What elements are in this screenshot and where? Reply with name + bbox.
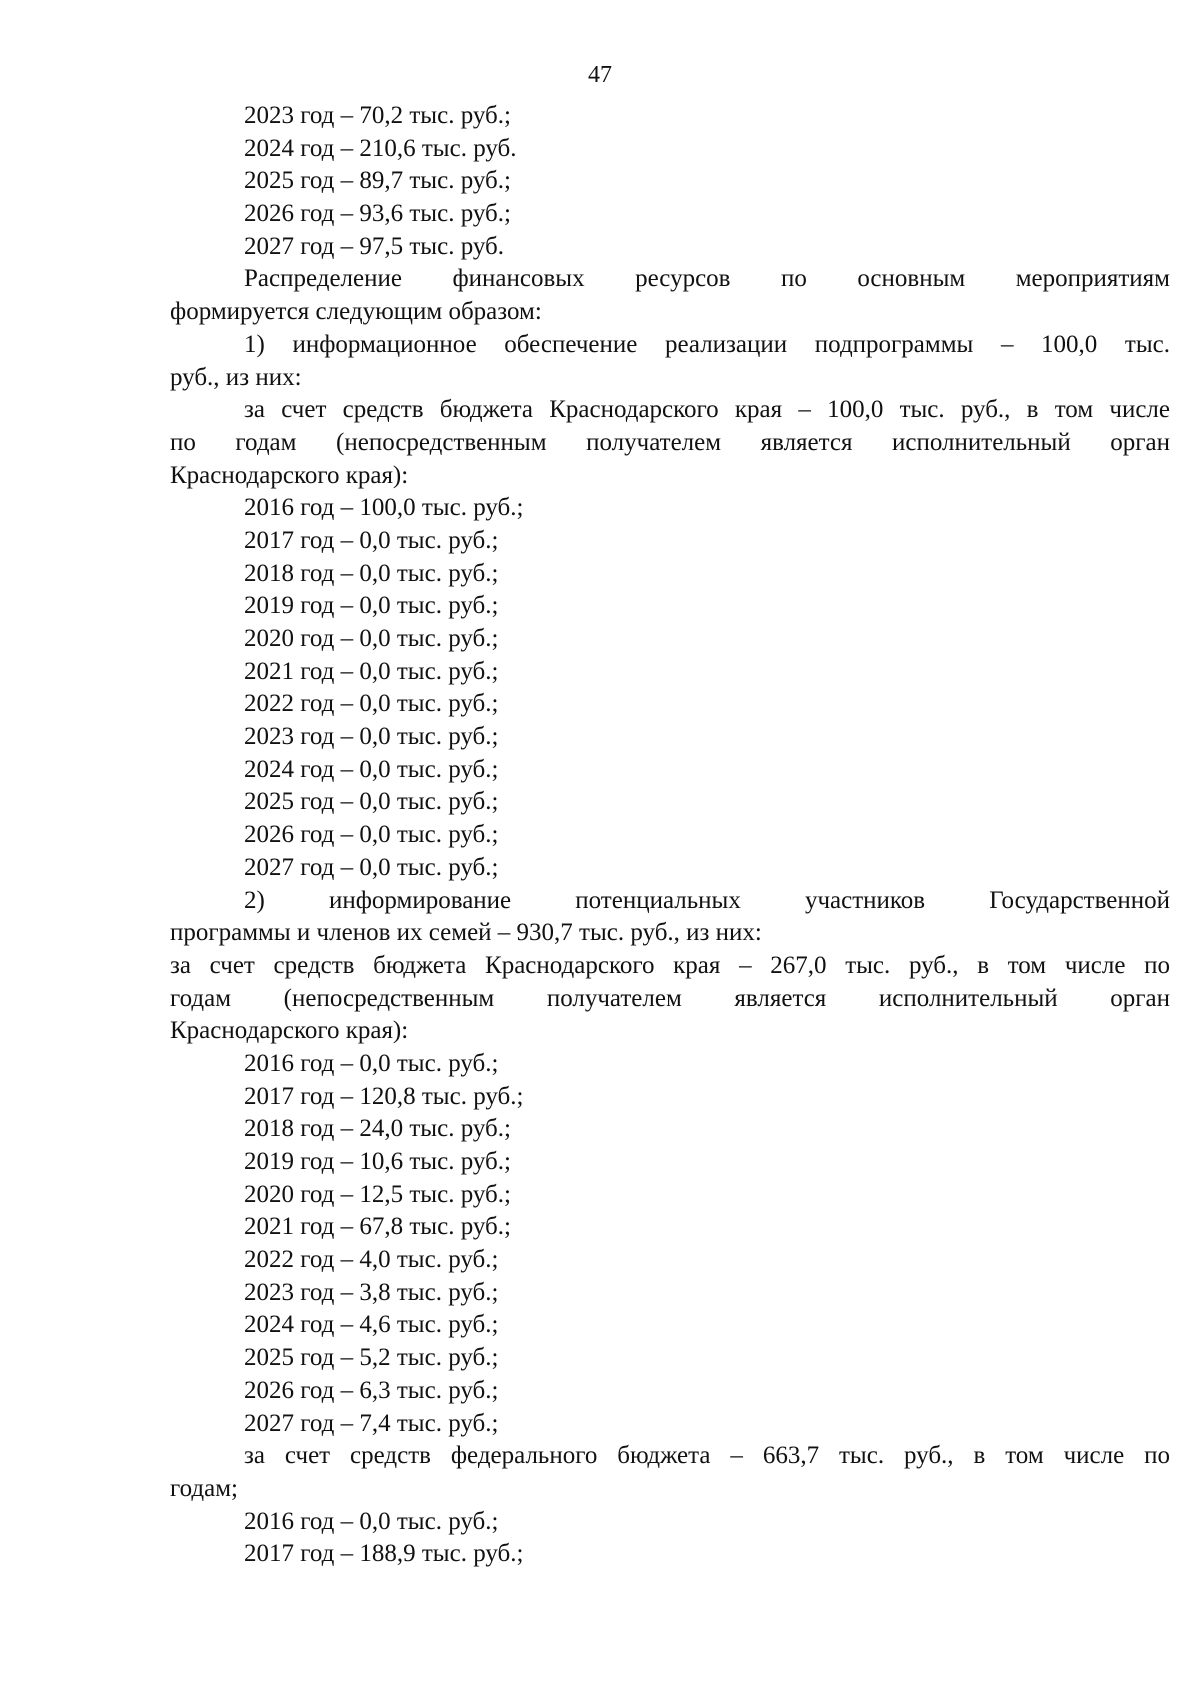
text-line: 2023 год – 0,0 тыс. руб.;	[244, 723, 499, 751]
text-line: за счет средств федерального бюджета – 663,7 тыс. руб., в том числе по	[244, 1442, 1170, 1470]
text-line: 2025 год – 89,7 тыс. руб.;	[244, 167, 511, 195]
text-line: 2020 год – 12,5 тыс. руб.;	[244, 1180, 511, 1208]
text-line: годам (непосредственным получателем является исполнительный орган	[170, 984, 1170, 1012]
text-line: 2016 год – 0,0 тыс. руб.;	[244, 1049, 499, 1077]
text-line: по годам (непосредственным получателем является исполнительный орган	[170, 428, 1170, 456]
text-line: 2019 год – 0,0 тыс. руб.;	[244, 592, 499, 620]
text-line: 2018 год – 24,0 тыс. руб.;	[244, 1115, 511, 1143]
text-line: Краснодарского края):	[170, 461, 409, 489]
text-line: за счет средств бюджета Краснодарского края – 267,0 тыс. руб., в том числе по	[170, 951, 1170, 979]
text-line: 2019 год – 10,6 тыс. руб.;	[244, 1148, 511, 1175]
text-line: 2025 год – 5,2 тыс. руб.;	[244, 1344, 499, 1372]
text-line: 2027 год – 7,4 тыс. руб.;	[244, 1409, 499, 1437]
text-line: 2024 год – 0,0 тыс. руб.;	[244, 755, 499, 783]
text-line: 2022 год – 4,0 тыс. руб.;	[244, 1246, 499, 1274]
text-line: формируется следующим образом:	[170, 298, 542, 326]
text-line: 2021 год – 0,0 тыс. руб.;	[244, 657, 499, 685]
text-line: Распределение финансовых ресурсов по основным мероприятиям	[244, 265, 1170, 293]
text-line: 2024 год – 4,6 тыс. руб.;	[244, 1311, 499, 1339]
text-line: программы и членов их семей – 930,7 тыс. руб., из них:	[170, 919, 762, 947]
text-line: 2027 год – 97,5 тыс. руб.	[244, 232, 505, 260]
text-line: 2021 год – 67,8 тыс. руб.;	[244, 1213, 511, 1241]
text-line: 2016 год – 0,0 тыс. руб.;	[244, 1507, 499, 1535]
text-line: 2018 год – 0,0 тыс. руб.;	[244, 559, 499, 587]
text-line: 1) информационное обеспечение реализации подпрограммы – 100,0 тыс.	[244, 330, 1170, 358]
text-line: 2017 год – 188,9 тыс. руб.;	[244, 1540, 524, 1568]
text-line: 2) информирование потенциальных участников Государственной	[244, 886, 1170, 914]
text-line: Краснодарского края):	[170, 1017, 409, 1045]
text-line: 2020 год – 0,0 тыс. руб.;	[244, 625, 499, 652]
text-line: 2027 год – 0,0 тыс. руб.;	[244, 853, 499, 881]
text-line: 2024 год – 210,6 тыс. руб.	[244, 134, 517, 162]
text-line: 2026 год – 93,6 тыс. руб.;	[244, 200, 511, 228]
page-number: 47	[588, 62, 612, 88]
text-line: 2025 год – 0,0 тыс. руб.;	[244, 788, 499, 816]
text-line: годам;	[170, 1474, 238, 1502]
text-line: 2016 год – 100,0 тыс. руб.;	[244, 494, 524, 522]
text-line: 2023 год – 3,8 тыс. руб.;	[244, 1278, 499, 1306]
text-line: 2026 год – 0,0 тыс. руб.;	[244, 821, 499, 849]
text-line: за счет средств бюджета Краснодарского края – 100,0 тыс. руб., в том числе	[244, 396, 1170, 424]
text-line: 2017 год – 0,0 тыс. руб.;	[244, 526, 499, 554]
text-line: руб., из них:	[170, 363, 302, 391]
text-line: 2017 год – 120,8 тыс. руб.;	[244, 1082, 524, 1110]
text-line: 2023 год – 70,2 тыс. руб.;	[244, 102, 511, 129]
text-line: 2026 год – 6,3 тыс. руб.;	[244, 1376, 499, 1404]
text-line: 2022 год – 0,0 тыс. руб.;	[244, 690, 499, 718]
document-body	[170, 100, 1170, 1571]
